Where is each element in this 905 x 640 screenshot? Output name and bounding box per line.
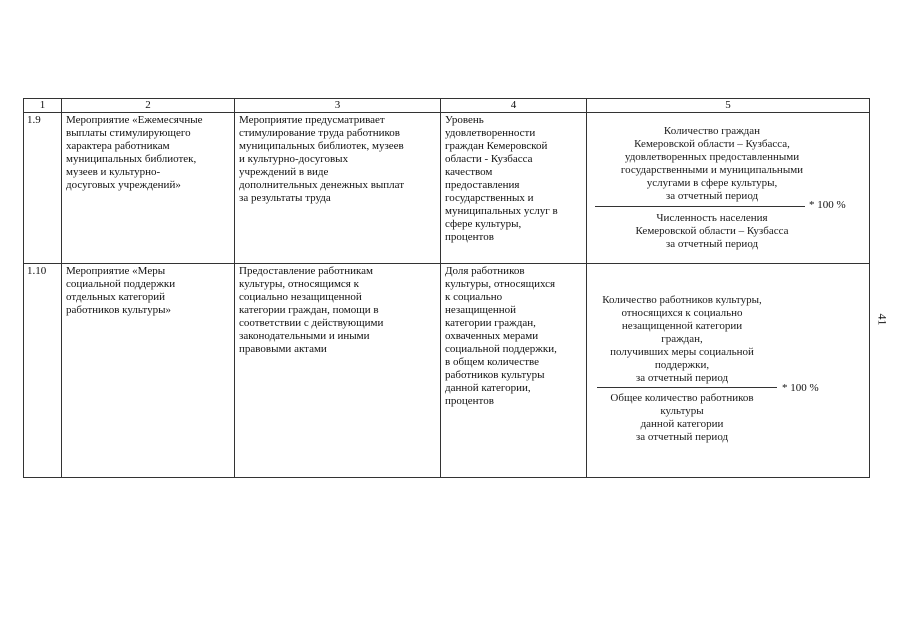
text-line: законодательными и иными [239, 330, 370, 342]
table-row [24, 113, 870, 264]
header-cell: 3 [235, 99, 441, 113]
text-line: категории граждан, помощи в [239, 304, 379, 316]
indicator-cell [441, 264, 587, 478]
text-line: Кемеровской области – Кузбасса [635, 225, 789, 237]
header-cell: 1 [24, 99, 62, 113]
multiplier: * 100 % [809, 199, 846, 211]
text-line: за результаты труда [239, 192, 331, 204]
text-line: учреждений в виде [239, 166, 329, 178]
formula-denominator [587, 212, 837, 251]
text-line: муниципальных услуг в [445, 205, 558, 217]
measure-name-cell [62, 264, 235, 478]
text-line: Уровень [445, 114, 484, 126]
text-line: и культурно-досуговых [239, 153, 349, 165]
text-line: граждан Кемеровской [445, 140, 548, 152]
text-line: Доля работников [445, 265, 525, 277]
measure-description-cell [235, 113, 441, 264]
text-line: характера работникам [66, 140, 170, 152]
text-line: Предоставление работникам [239, 265, 374, 277]
row-number: 1.9 [24, 113, 62, 264]
text-line: в общем количестве [445, 356, 540, 368]
indicator-cell [441, 113, 587, 264]
text-line: Мероприятие предусматривает [239, 114, 385, 126]
fraction-line [597, 387, 777, 388]
page-number: 41 [875, 313, 890, 326]
text-line: культуры, относящимся к [239, 278, 359, 290]
text-line: услугами в сфере культуры, [646, 177, 778, 189]
text-line: данной категории, [445, 382, 531, 394]
text-line: качеством [445, 166, 493, 178]
text-line: Мероприятие «Меры [66, 265, 166, 277]
text-line: удовлетворенности [445, 127, 536, 139]
text-line: культуры [660, 405, 704, 417]
text-line: граждан, [661, 333, 703, 345]
text-line: социальной поддержки [66, 278, 176, 290]
multiplier: * 100 % [782, 382, 819, 394]
text-line: удовлетворенных предоставленными [624, 151, 800, 163]
text-line: выплаты стимулирующего [66, 127, 191, 139]
text-line: за отчетный период [665, 238, 759, 250]
text-line: процентов [445, 395, 494, 407]
text-line: за отчетный период [635, 431, 729, 443]
formula-numerator [587, 125, 837, 203]
text-line: области - Кузбасса [445, 153, 533, 165]
text-line: за отчетный период [635, 372, 729, 384]
text-line: стимулирование труда работников [239, 127, 400, 139]
text-line: работников культуры [445, 369, 545, 381]
text-line: работников культуры» [66, 304, 171, 316]
text-line: Численность населения [656, 212, 768, 224]
formula-numerator [587, 294, 777, 385]
measure-name-cell [62, 113, 235, 264]
fraction-line [595, 206, 805, 207]
text-line: Количество граждан [663, 125, 761, 137]
row-number: 1.10 [24, 264, 62, 478]
text-line: Количество работников культуры, [602, 294, 762, 306]
text-line: сфере культуры, [445, 218, 522, 230]
formula-cell [587, 113, 870, 264]
text-line: охваченных мерами [445, 330, 539, 342]
text-line: правовыми актами [239, 343, 327, 355]
text-line: к социально [445, 291, 503, 303]
text-line: Кемеровской области – Кузбасса, [634, 138, 790, 150]
text-line: незащищенной категории [621, 320, 743, 332]
text-line: незащищенной [445, 304, 517, 316]
text-line: соответствии с действующими [239, 317, 384, 329]
text-line: социально незащищенной [239, 291, 362, 303]
text-line: процентов [445, 231, 494, 243]
text-line: поддержки, [654, 359, 710, 371]
text-line: социальной поддержки, [445, 343, 557, 355]
indicators-table [23, 98, 870, 478]
text-line: Общее количество работников [610, 392, 754, 404]
formula-denominator [587, 392, 777, 444]
text-line: отдельных категорий [66, 291, 166, 303]
text-line: данной категории [640, 418, 724, 430]
text-line: муниципальных библиотек, музеев [239, 140, 404, 152]
header-cell: 2 [62, 99, 235, 113]
text-line: государственных и [445, 192, 534, 204]
text-line: муниципальных библиотек, [66, 153, 197, 165]
text-line: государственными и муниципальными [620, 164, 804, 176]
text-line: музеев и культурно- [66, 166, 161, 178]
text-line: досуговых учреждений» [66, 179, 181, 191]
text-line: дополнительных денежных выплат [239, 179, 405, 191]
table-row [24, 264, 870, 478]
text-line: за отчетный период [665, 190, 759, 202]
text-line: предоставления [445, 179, 520, 191]
header-row [24, 99, 870, 113]
text-line: относящихся к социально [621, 307, 743, 319]
header-cell: 4 [441, 99, 587, 113]
text-line: Мероприятие «Ежемесячные [66, 114, 203, 126]
header-cell: 5 [587, 99, 870, 113]
text-line: получивших меры социальной [610, 346, 754, 358]
measure-description-cell [235, 264, 441, 478]
formula-cell [587, 264, 870, 478]
text-line: культуры, относящихся [445, 278, 556, 290]
text-line: категории граждан, [445, 317, 536, 329]
